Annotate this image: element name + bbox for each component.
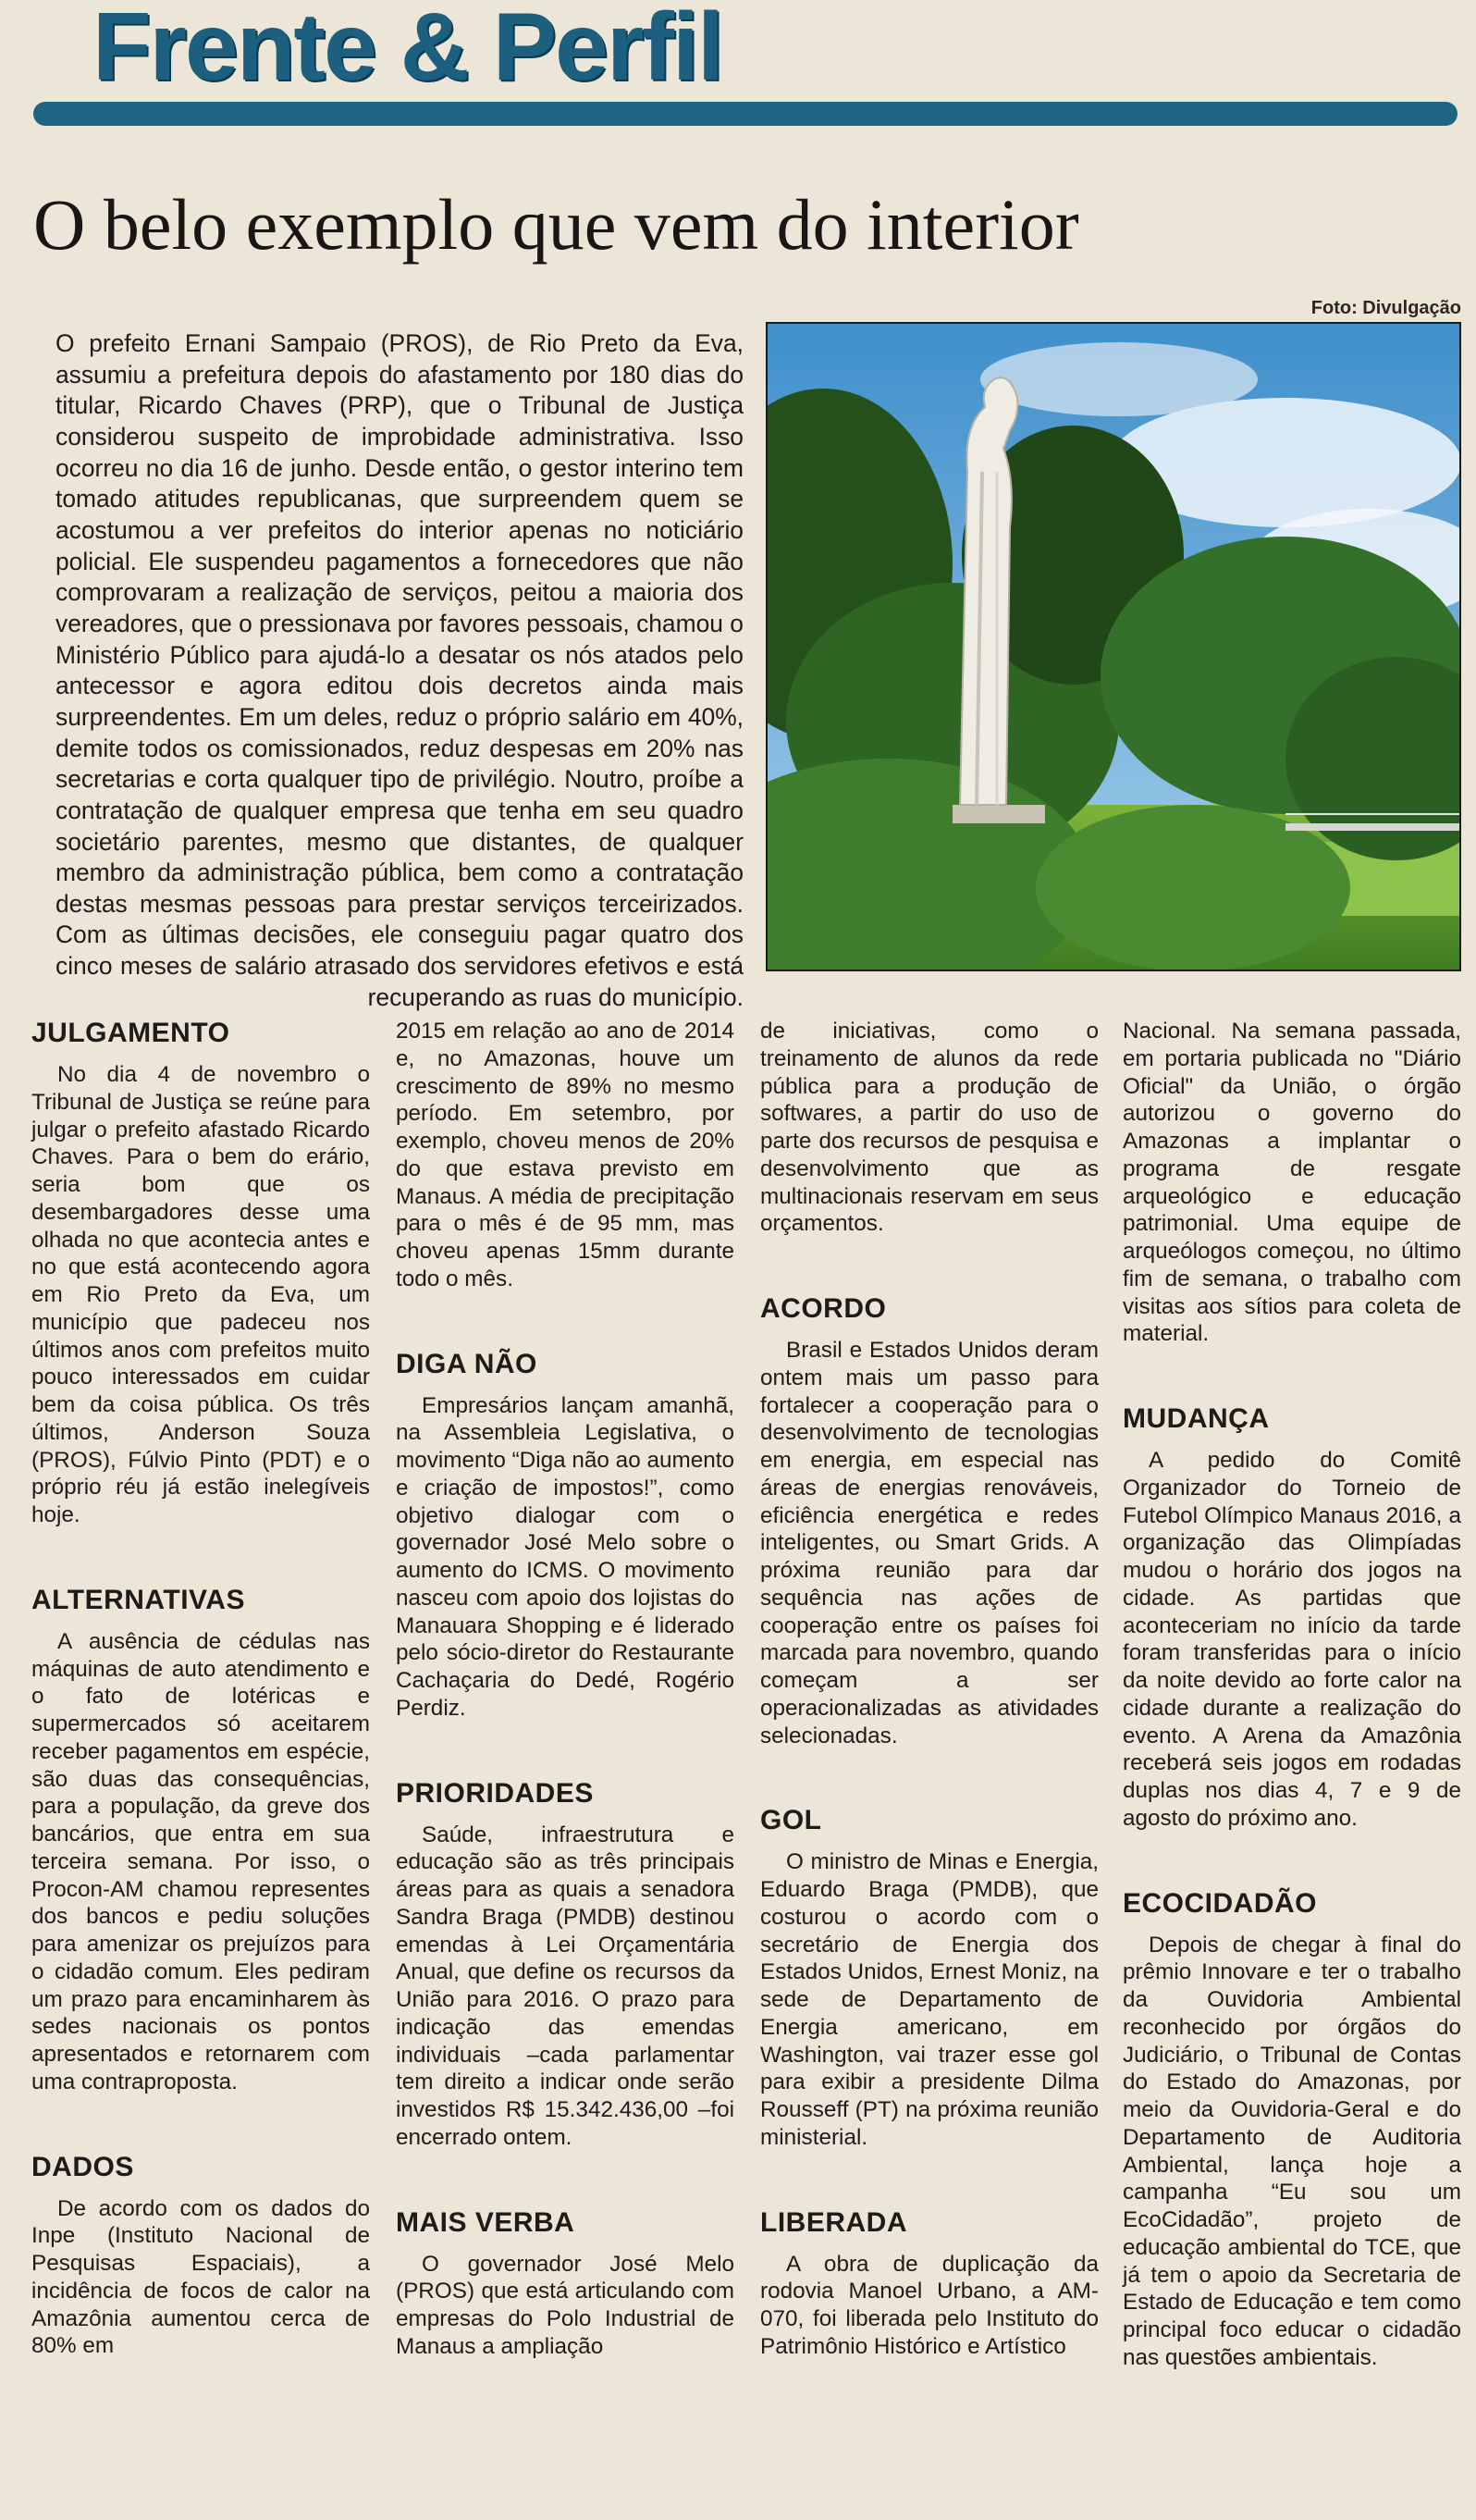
note-text-gol: O ministro de Minas e Energia, Eduardo Braga (PMDB), que costurou o acordo com o secretário de Energia dos Estados Unidos, Ernest Moniz, na sede de Departamento de Energia americano, em Washington, vai trazer esse gol para exibir a presidente Dilma Rousseff (PT) na próxima reunião ministerial. [760,1849,1099,2150]
photo-credit: Foto: Divulgação [1310,298,1461,318]
notes-columns [0,1018,1476,2516]
note-title-liberada: LIBERADA [760,2206,907,2238]
lead-paragraph: O prefeito Ernani Sampaio (PROS), de Rio Preto da Eva, assumiu a prefeitura depois do afastamento por 180 dias do titular, Ricardo Chaves (PRP), que o Tribunal de Justiça considerou suspeito de improbidade administrativa. Isso ocorreu no dia 16 de junho. Desde então, o gestor interino tem tomado atitudes republicanas, que surpreendem quem se acostumou a ver prefeitos do interior apenas no noticiário policial. Ele suspendeu pagamentos a fornecedores que não comprovaram a realização de serviços, peitou a maioria dos vereadores, que o pressionava por favores pessoais, chamou o Ministério Público para ajudá-lo a desatar os nós atados pelo antecessor e agora editou dois decretos ainda mais surpreendentes. Em um deles, reduz o próprio salário em 40%, demite todos os comissionados, reduz despesas em 20% nas secretarias e corta qualquer tipo de privilégio. Noutro, proíbe a contratação de qualquer empresa que tenha em seu quadro societário parentes, mesmo que distantes, de qualquer membro da administração pública, bem como a contratação destas mesmas pessoas para prestar serviços terceirizados. Com as últimas decisões, ele conseguiu pagar quatro dos cinco meses de salário atrasado dos servidores efetivos e está recuperando as ruas do município. [55,329,744,1011]
note-text-dados-cont: 2015 em relação ao ano de 2014 e, no Amazonas, houve um crescimento de 89% no mesmo período. Em setembro, por exemplo, choveu menos de 20% do que estava previsto em Manaus. A média de precipitação para o mês é de 95 mm, mas choveu apenas 15mm durante todo o mês. [396,1019,734,1291]
column-1 [31,1018,370,2360]
note-text-liberada-cont: Nacional. Na semana passada, em portaria publicada no "Diário Oficial" da União, o órgão autorizou o governo do Amazonas a implantar o programa de resgate arqueológico e educação patrimonial. Uma equipe de arqueólogos começou, no último fim de semana, o trabalho com visitas aos sítios para coleta de material. [1123,1019,1461,1347]
note-title-ecocidadao: ECOCIDADÃO [1123,1887,1318,1919]
section-title: Frente & Perfil [92,0,722,101]
column-3 [760,1018,1099,2361]
note-text-diga-nao: Empresários lançam amanhã, na Assembleia Legislativa, o movimento “Diga não ao aumento e criação de impostos!”, como objetivo dialogar com o governador José Melo sobre o aumento do ICMS. O movimento nasceu com apoio dos lojistas do Manauara Shopping e é liderado pelo sócio-diretor do Restaurante Cachaçaria do Dedé, Rogério Perdiz. [396,1392,735,1721]
column-4 [1123,1018,1461,2372]
note-title-alternativas: ALTERNATIVAS [31,1584,245,1615]
section-rule [33,102,1458,126]
note-text-alternativas: A ausência de cédulas nas máquinas de auto atendimento e o fato de lotéricas e supermercados só aceitarem receber pagamentos em espécie, são duas das consequências, para a população, da greve dos bancários, que entra em sua terceira semana. Por isso, o Procon-AM chamou representes dos bancos e pediu soluções para amenizar os prejuízos para o cidadão comum. Eles pediram um prazo para encaminharem às sedes nacionais os pontos apresentados e retornarem com uma contraproposta. [31,1628,370,2094]
note-text-mudanca: A pedido do Comitê Organizador do Torneio de Futebol Olímpico Manaus 2016, a organização das Olimpíadas mudou o horário dos jogos na cidade. As partidas que aconteceriam no início da tarde foram transferidas para o início da noite devido ao forte calor na cidade durante a realização do evento. A Arena da Amazônia receberá seis jogos em rodadas duplas nos dias 4, 7 e 9 de agosto do próximo ano. [1123,1448,1461,1831]
note-title-julgamento: JULGAMENTO [31,1018,230,1048]
note-text-ecocidadao: Depois de chegar à final do prêmio Innovare e ter o trabalho da Ouvidoria Ambiental reconhecido por órgãos do Judiciário, o Tribunal de Contas do Estado do Amazonas, por meio da Ouvidoria-Geral e do Departamento de Auditoria Ambiental, lança hoje a campanha “Eu sou um EcoCidadão”, projeto de educação ambiental do TCE, que já tem o apoio da Secretaria de Estado de Educação e tem como principal foco educar o cidadão nas questões ambientais. [1123,1932,1461,2370]
note-title-diga-nao: DIGA NÃO [396,1348,537,1379]
note-title-gol: GOL [760,1805,822,1836]
note-title-dados: DADOS [31,2151,134,2182]
note-title-mais-verba: MAIS VERBA [396,2206,575,2238]
note-text-prioridades: Saúde, infraestrutura e educação são as três principais áreas para as quais a senadora Sandra Braga (PMDB) destinou emendas à Lei Orçamentária Anual, que define os recursos da União para 2016. O prazo para indicação das emendas individuais –cada parlamentar tem direito a indicar onde serão investidos R$ 15.342.436,00 –foi encerrado ontem. [396,1822,734,2150]
headline: O belo exemplo que vem do interior [33,184,1079,265]
statue-photo [766,322,1461,971]
section-header [33,0,1458,139]
note-text-mais-verba: O governador José Melo (PROS) que está articulando com empresas do Polo Industrial de Manaus a ampliação [396,2251,734,2359]
note-title-acordo: ACORDO [760,1293,887,1324]
note-title-mudanca: MUDANÇA [1123,1403,1270,1434]
note-text-dados: De acordo com os dados do Inpe (Instituto Nacional de Pesquisas Espaciais), a incidência de focos de calor na Amazônia aumentou cerca de 80% em [31,2195,370,2359]
note-text-acordo: Brasil e Estados Unidos deram ontem mais um passo para fortalecer a cooperação para o desenvolvimento de tecnologias em energia, em especial nas áreas de energias renováveis, eficiência energética e redes inteligentes, ou Smart Grids. A próxima reunião para dar sequência nas ações de cooperação entre os países foi marcada para novembro, quando começam a ser operacionalizadas as atividades selecionadas. [760,1338,1099,1748]
statue-photo-illustration [768,324,1459,970]
column-2 [396,1018,734,2361]
note-text-mais-verba-cont: de iniciativas, como o treinamento de alunos da rede pública para a produção de softwares, a partir do uso de parte dos recursos de pesquisa e desenvolvimento que as multinacionais reservam em seus orçamentos. [760,1019,1099,1237]
note-title-prioridades: PRIORIDADES [396,1777,594,1809]
note-text-liberada: A obra de duplicação da rodovia Manoel Urbano, a AM-070, foi liberada pelo Instituto do Patrimônio Histórico e Artístico [760,2251,1099,2359]
note-text-julgamento: No dia 4 de novembro o Tribunal de Justiça se reúne para julgar o prefeito afastado Ricardo Chaves. Para o bem do erário, seria bom que os desembargadores desse uma olhada no que acontecia antes e no que está acontecendo agora em Rio Preto da Eva, um município que padeceu nos últimos anos com prefeitos muito pouco interessados em cuidar bem da coisa pública. Os três últimos, Anderson Souza (PROS), Fúlvio Pinto (PDT) e o próprio réu já estão inelegíveis hoje. [31,1062,370,1527]
